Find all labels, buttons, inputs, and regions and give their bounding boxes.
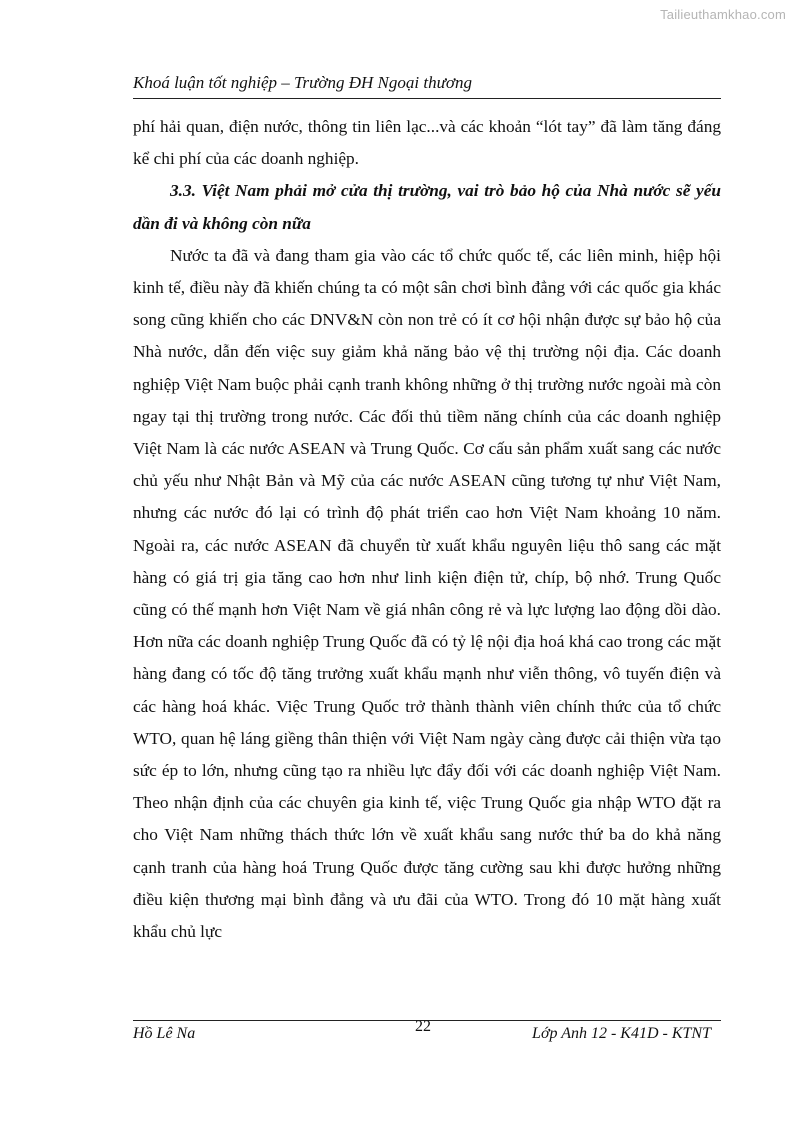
footer-class-info: Lớp Anh 12 - K41D - KTNT — [532, 1025, 711, 1042]
page-footer — [133, 1018, 721, 1042]
page-number: 22 — [415, 1018, 431, 1035]
page-header: Khoá luận tốt nghiệp – Trường ĐH Ngoại thương — [133, 72, 721, 99]
footer-author: Hồ Lê Na — [133, 1025, 196, 1042]
page-content — [133, 111, 721, 948]
section-heading: 3.3. Việt Nam phải mở cửa thị trường, vai trò bảo hộ của Nhà nước sẽ yếu dần đi và không còn nữa — [133, 181, 721, 233]
body-paragraph: Nước ta đã và đang tham gia vào các tổ chức quốc tế, các liên minh, hiệp hội kinh tế, điều này đã khiến chúng ta có một sân chơi bình đẳng với các quốc gia khác song cũng khiến cho các DNV&N còn non trẻ có ít cơ hội nhận được sự bảo hộ của Nhà nước, dẫn đến việc suy giảm khả năng bảo vệ thị trường nội địa. Các doanh nghiệp Việt Nam buộc phải cạnh tranh không những ở thị trường nước ngoài mà còn ngay tại thị trường trong nước. Các đối thủ tiềm năng chính của các doanh nghiệp Việt Nam là các nước ASEAN và Trung Quốc. Cơ cấu sản phẩm xuất sang các nước chủ yếu như Nhật Bản và Mỹ của các nước ASEAN cũng tương tự như Việt Nam, nhưng các nước đó lại có trình độ phát triển cao hơn Việt Nam khoảng 10 năm. Ngoài ra, các nước ASEAN đã chuyển từ xuất khẩu nguyên liệu thô sang các mặt hàng có giá trị gia tăng cao hơn như linh kiện điện tử, chíp, bộ nhớ. Trung Quốc cũng có thế mạnh hơn Việt Nam về giá nhân công rẻ và lực lượng lao động dồi dào. Hơn nữa các doanh nghiệp Trung Quốc đã có tỷ lệ nội địa hoá khá cao trong các mặt hàng đang có tốc độ tăng trưởng xuất khẩu mạnh như viễn thông, vô tuyến điện và các hàng hoá khác. Việc Trung Quốc trở thành thành viên chính thức của tổ chức WTO, quan hệ láng giềng thân thiện với Việt Nam ngày càng được cải thiện vừa tạo sức ép to lớn, nhưng cũng tạo ra nhiều lực đẩy đối với các doanh nghiệp Việt Nam. Theo nhận định của các chuyên gia kinh tế, việc Trung Quốc gia nhập WTO đặt ra cho Việt Nam những thách thức lớn về xuất khẩu sang nước thứ ba do khả năng cạnh tranh của hàng hoá Trung Quốc được tăng cường sau khi được hưởng những điều kiện thương mại bình đẳng và ưu đãi của WTO. Trong đó 10 mặt hàng xuất khẩu chủ lực — [133, 245, 721, 942]
watermark: Tailieuthamkhao.com — [660, 7, 786, 22]
continuation-paragraph: phí hải quan, điện nước, thông tin liên lạc...và các khoản “lót tay” đã làm tăng đáng kể chi phí của các doanh nghiệp. — [133, 117, 721, 169]
